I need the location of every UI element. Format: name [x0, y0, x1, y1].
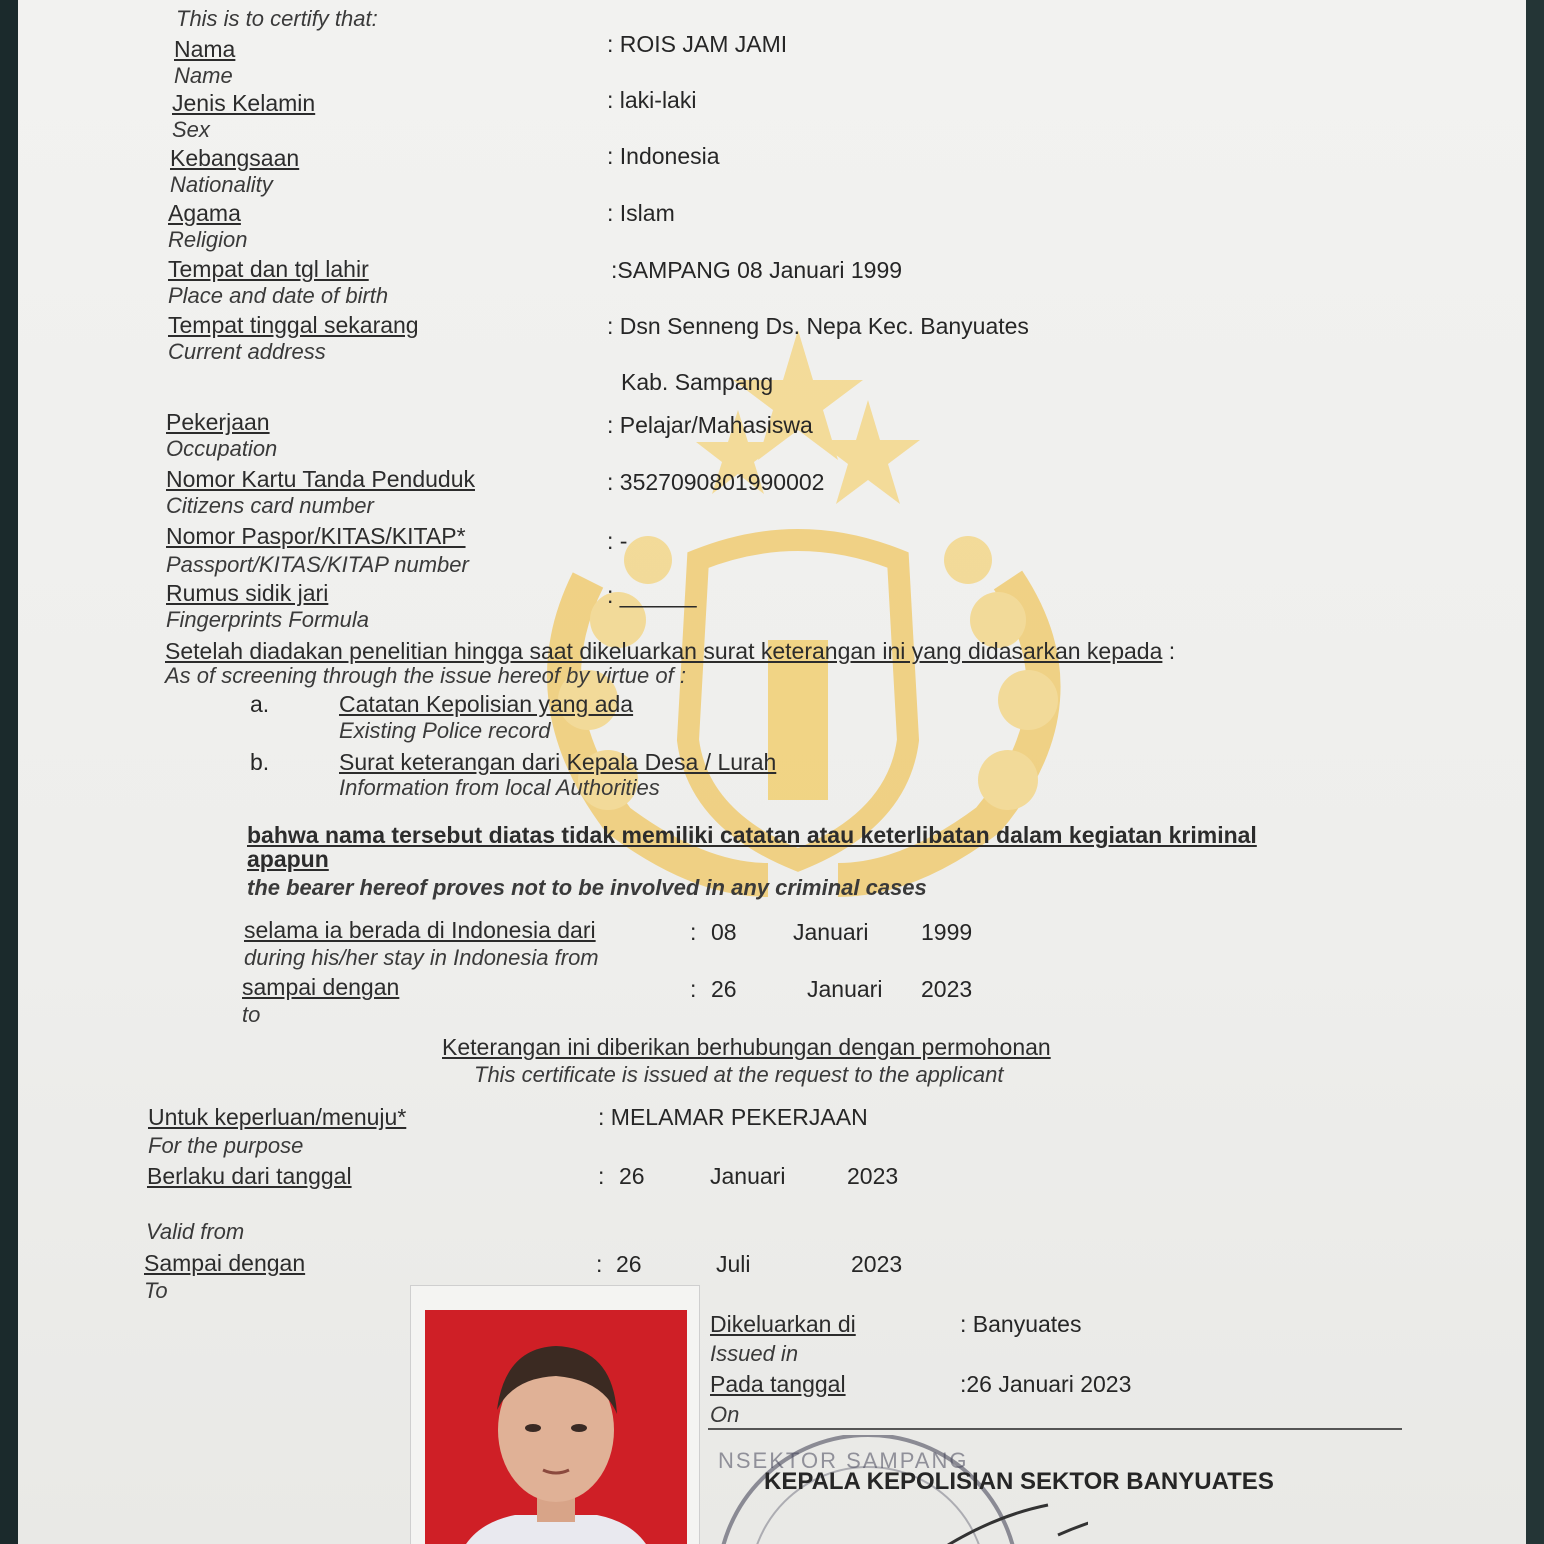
id-card-value: : 3527090801990002: [607, 469, 825, 495]
screening-item-a-letter: a.: [250, 691, 270, 717]
stamp-text: NSEKTOR SAMPANG: [718, 1448, 969, 1473]
applicant-photo: [425, 1310, 687, 1544]
issued-place-value: : Banyuates: [960, 1311, 1082, 1337]
address-value: : Dsn Senneng Ds. Nepa Kec. Banyuates: [607, 313, 1029, 339]
sex-label: Jenis Kelamin: [172, 90, 316, 116]
issued-date-en: On: [710, 1402, 740, 1427]
screening-colon: :: [1162, 638, 1176, 664]
occupation-label-en: Occupation: [166, 436, 278, 461]
stay-from-year: 1999: [921, 919, 973, 945]
screening-item-b-letter: b.: [250, 749, 270, 775]
religion-value: : Islam: [607, 200, 675, 226]
stay-to-year: 2023: [921, 976, 973, 1002]
stay-to-day: 26: [711, 976, 737, 1002]
request-label: Keterangan ini diberikan berhubungan dengan permohonan: [442, 1034, 1051, 1060]
name-value: : ROIS JAM JAMI: [607, 31, 788, 57]
valid-to-month: Juli: [716, 1251, 751, 1277]
valid-from-year: 2023: [847, 1163, 899, 1189]
valid-from-label: Berlaku dari tanggal: [147, 1163, 352, 1189]
valid-from-day: 26: [619, 1163, 645, 1189]
stay-to-label: sampai dengan: [242, 974, 400, 1000]
valid-to-en: To: [144, 1278, 168, 1303]
stay-to-en: to: [242, 1002, 261, 1027]
valid-to-day: 26: [616, 1251, 642, 1277]
id-card-label: Nomor Kartu Tanda Penduduk: [166, 466, 475, 492]
signatory-title: KEPALA KEPOLISIAN SEKTOR BANYUATES: [764, 1468, 1274, 1495]
screening-label-en: As of screening through the issue hereof by virtue of :: [165, 663, 686, 688]
purpose-value: : MELAMAR PEKERJAAN: [598, 1104, 868, 1130]
sex-label-en: Sex: [172, 117, 210, 142]
valid-from-colon: :: [598, 1163, 605, 1189]
birth-label-en: Place and date of birth: [168, 283, 389, 308]
purpose-label: Untuk keperluan/menuju*: [148, 1104, 407, 1130]
valid-from-month: Januari: [710, 1163, 786, 1189]
valid-from-en: Valid from: [146, 1219, 245, 1244]
stay-from-day: 08: [711, 919, 737, 945]
religion-label: Agama: [168, 200, 241, 226]
valid-to-year: 2023: [851, 1251, 903, 1277]
purpose-en: For the purpose: [148, 1133, 304, 1158]
name-label-en: Name: [174, 63, 233, 88]
occupation-label: Pekerjaan: [166, 409, 270, 435]
stay-from-colon: :: [690, 919, 697, 945]
applicant-portrait-icon: [425, 1310, 687, 1544]
photo-frame: [410, 1285, 700, 1544]
valid-to-label: Sampai dengan: [144, 1250, 306, 1276]
stay-to-month: Januari: [807, 976, 883, 1002]
fingerprint-label: Rumus sidik jari: [166, 580, 329, 606]
signature-divider: [708, 1428, 1402, 1430]
screening-item-b-en: Information from local Authorities: [339, 775, 660, 800]
screening-line: [165, 638, 1175, 665]
issued-place-en: Issued in: [710, 1341, 799, 1366]
statement-line2: apapun: [247, 846, 329, 872]
birth-label: Tempat dan tgl lahir: [168, 256, 369, 282]
statement-line1: bahwa nama tersebut diatas tidak memiliki catatan atau keterlibatan dalam kegiatan kriminal: [247, 822, 1257, 848]
statement-en: the bearer hereof proves not to be involved in any criminal cases: [247, 875, 927, 900]
issued-place-label: Dikeluarkan di: [710, 1311, 856, 1337]
address-value-line2: Kab. Sampang: [621, 369, 774, 395]
address-label: Tempat tinggal sekarang: [168, 312, 419, 338]
address-label-en: Current address: [168, 339, 326, 364]
screening-item-b-label: Surat keterangan dari Kepala Desa / Lurah: [339, 749, 777, 775]
screening-item-a-label: Catatan Kepolisian yang ada: [339, 691, 634, 717]
fingerprint-value: : ______: [607, 582, 697, 608]
stay-to-colon: :: [690, 976, 697, 1002]
issued-date-label: Pada tanggal: [710, 1371, 846, 1397]
intro-text: This is to certify that:: [176, 6, 378, 31]
birth-value: :SAMPANG 08 Januari 1999: [611, 257, 903, 283]
screening-item-a-en: Existing Police record: [339, 718, 551, 743]
religion-label-en: Religion: [168, 227, 248, 252]
fingerprint-label-en: Fingerprints Formula: [166, 607, 369, 632]
stay-from-month: Januari: [793, 919, 869, 945]
name-label: Nama: [174, 36, 236, 62]
passport-label-en: Passport/KITAS/KITAP number: [166, 552, 469, 577]
issued-date-value: :26 Januari 2023: [960, 1371, 1132, 1397]
request-en: This certificate is issued at the request to the applicant: [474, 1062, 1004, 1087]
sex-value: : laki-laki: [607, 87, 697, 113]
nationality-label: Kebangsaan: [170, 145, 300, 171]
screening-label: Setelah diadakan penelitian hingga saat dikeluarkan surat keterangan ini yang didasarkan kepada: [165, 638, 1163, 664]
nationality-label-en: Nationality: [170, 172, 273, 197]
certificate-page: [18, 0, 1526, 1544]
stay-from-label: selama ia berada di Indonesia dari: [244, 917, 596, 943]
stay-from-en: during his/her stay in Indonesia from: [244, 945, 599, 970]
nationality-value: : Indonesia: [607, 143, 720, 169]
id-card-label-en: Citizens card number: [166, 493, 374, 518]
occupation-value: : Pelajar/Mahasiswa: [607, 412, 813, 438]
passport-value: : -: [607, 528, 628, 554]
passport-label: Nomor Paspor/KITAS/KITAP*: [166, 523, 466, 549]
valid-to-colon: :: [596, 1251, 603, 1277]
